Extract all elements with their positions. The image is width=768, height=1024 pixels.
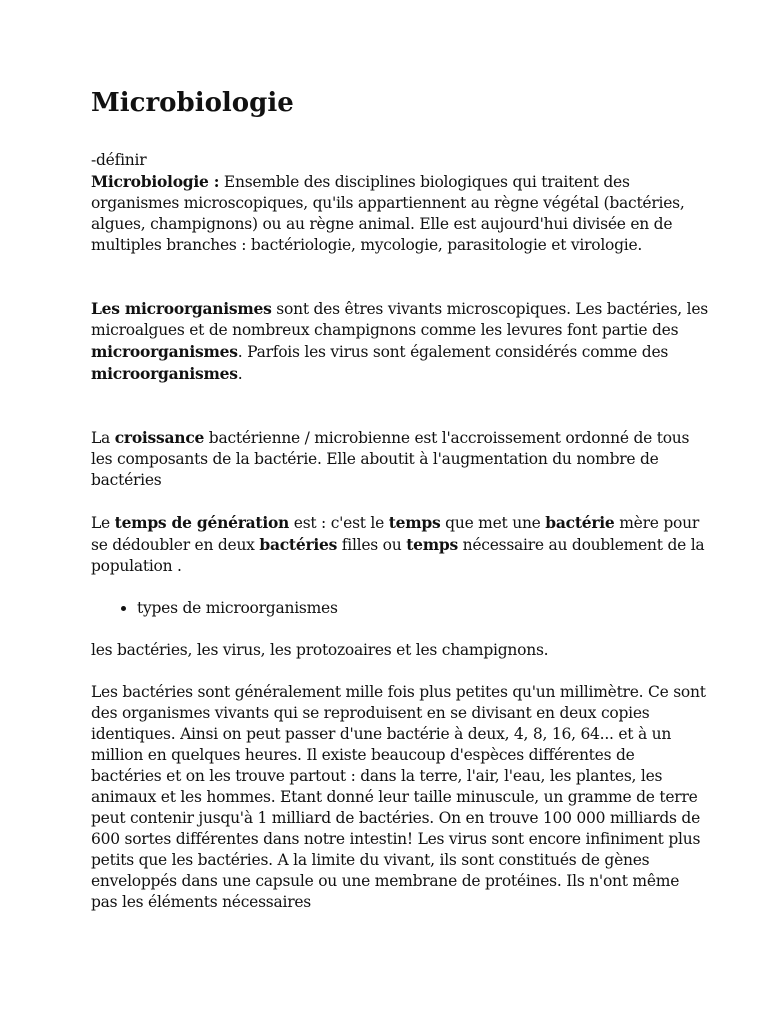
- page-title: Microbiologie: [91, 88, 294, 118]
- definition-text: Ensemble des disciplines biologiques qui traitent des organismes microscopiques, qu'ils appartiennent au règne végétal (bactéries, algues, champignons) ou au règne animal. Elle est aujourd'hui divisée en de multiples branches : bactériologie, mycologie, parasitologie et virologie.: [91, 173, 685, 254]
- types-paragraph: les bactéries, les virus, les protozoaires et les champignons.: [91, 641, 549, 659]
- paragraph-text: bactérienne / microbienne est l'accroissement ordonné de tous les composants de la bactérie. Elle aboutit à l'augmentation du nombre de bactéries: [91, 429, 690, 489]
- bold-text: temps de génération: [114, 513, 290, 532]
- microorganismes-paragraph: [91, 298, 708, 385]
- bold-text: croissance: [114, 428, 205, 447]
- definition-paragraph: [91, 171, 708, 256]
- bullet-list: [91, 598, 708, 619]
- bold-text: microorganismes: [91, 364, 238, 383]
- paragraph-text: nécessaire au doublement de la population .: [91, 536, 705, 575]
- definition-term: Microbiologie :: [91, 172, 220, 191]
- bold-text: microorganismes: [91, 342, 238, 361]
- paragraph-text: sont des êtres vivants microscopiques. Les bactéries, les microalgues et de nombreux champignons comme les levures font partie des: [91, 300, 708, 339]
- paragraph-text: filles ou: [337, 536, 407, 554]
- paragraph-text: Le: [91, 514, 115, 532]
- generation-paragraph: [91, 512, 708, 577]
- list-item: • types de microorganismes: [137, 598, 708, 619]
- paragraph-text: . Parfois les virus sont également considérés comme des: [237, 343, 669, 361]
- bold-text: Les microorganismes: [91, 299, 272, 318]
- paragraph-text: .: [237, 365, 243, 383]
- bold-text: bactérie: [545, 513, 615, 532]
- paragraph-text: mère pour se dédoubler en deux: [91, 514, 699, 554]
- paragraph-text: La: [91, 429, 115, 447]
- bold-text: temps: [406, 535, 458, 554]
- croissance-paragraph: [91, 427, 708, 491]
- bacteries-paragraph: Les bactéries sont généralement mille fois plus petites qu'un millimètre. Ce sont des organismes vivants qui se reproduisent en se divisant en deux copies identiques. Ainsi on peut passer d'une bactérie à deux, 4, 8, 16, 64... et à un million en quelques heures. Il existe beaucoup d'espèces différentes de bactéries et on les trouve partout : dans la terre, l'air, l'eau, les plantes, les animaux et les hommes. Etant donné leur taille minuscule, un gramme de terre peut contenir jusqu'à 1 milliard de bactéries. On en trouve 100 000 milliards de 600 sortes différentes dans notre intestin! Les virus sont encore infiniment plus petits que les bactéries. A la limite du vivant, ils sont constitués de gènes enveloppés dans une capsule ou une membrane de protéines. Ils n'ont même pas les éléments nécessaires: [91, 683, 706, 911]
- bold-text: temps: [388, 513, 441, 532]
- paragraph-text: est : c'est le: [289, 514, 389, 532]
- definir-line: -définir: [91, 151, 147, 169]
- paragraph-text: que met une: [440, 514, 546, 532]
- bold-text: bactéries: [259, 535, 338, 554]
